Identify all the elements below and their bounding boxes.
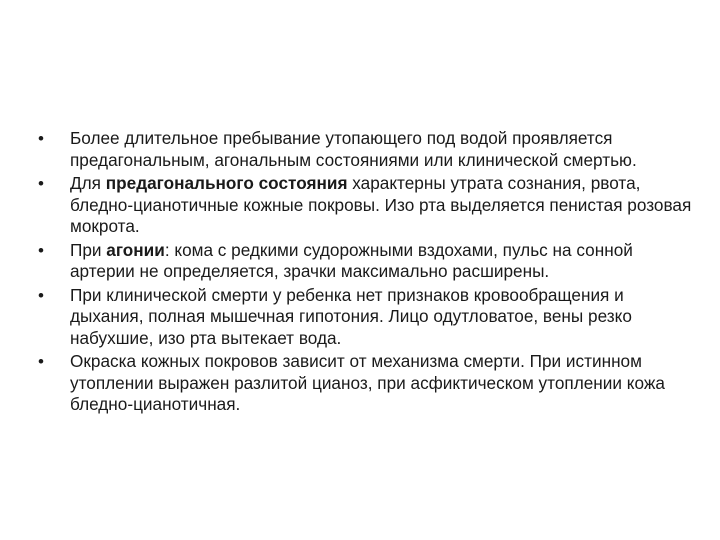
bullet-text: Более длительное пребывание утопающего под водой проявляется предагональным, агональным состояниями или клинической смертью. bbox=[70, 128, 637, 170]
bullet-item-2 bbox=[36, 173, 696, 238]
bullet-text: Окраска кожных покровов зависит от механизма смерти. При истинном утоплении выражен разлитой цианоз, при асфиктическом утоплении кожа бледно-цианотичная. bbox=[70, 351, 665, 414]
bullet-text: При bbox=[70, 239, 107, 260]
bullet-dot-icon: • bbox=[38, 240, 44, 260]
bullet-bold-term: агонии bbox=[106, 239, 165, 260]
bullet-text: При клинической смерти у ребенка нет признаков кровообращения и дыхания, полная мышечная гипотония. Лицо одутловатое, вены резко набухшие, изо рта вытекает вода. bbox=[70, 284, 632, 348]
bullet-item-5 bbox=[36, 351, 696, 416]
bullet-item-4 bbox=[36, 285, 696, 350]
bullet-dot-icon: • bbox=[38, 174, 44, 193]
bullet-dot-icon: • bbox=[38, 352, 44, 371]
bullet-item-1 bbox=[36, 128, 696, 171]
bullet-text: Для bbox=[70, 173, 106, 193]
bullet-text-rest: характерны утрата сознания, рвота, бледно-цианотичные кожные покровы. Изо рта выделяется пенистая розовая мокрота. bbox=[70, 173, 692, 236]
bullet-dot-icon: • bbox=[38, 129, 44, 148]
bullet-list bbox=[36, 128, 696, 418]
bullet-bold-term: предагонального состояния bbox=[105, 173, 348, 193]
bullet-dot-icon: • bbox=[38, 285, 44, 305]
bullet-text-rest: : кома с редкими судорожными вздохами, пульс на сонной артерии не определяется, зрачки максимально расширены. bbox=[70, 239, 633, 281]
bullet-item-3 bbox=[36, 240, 696, 283]
